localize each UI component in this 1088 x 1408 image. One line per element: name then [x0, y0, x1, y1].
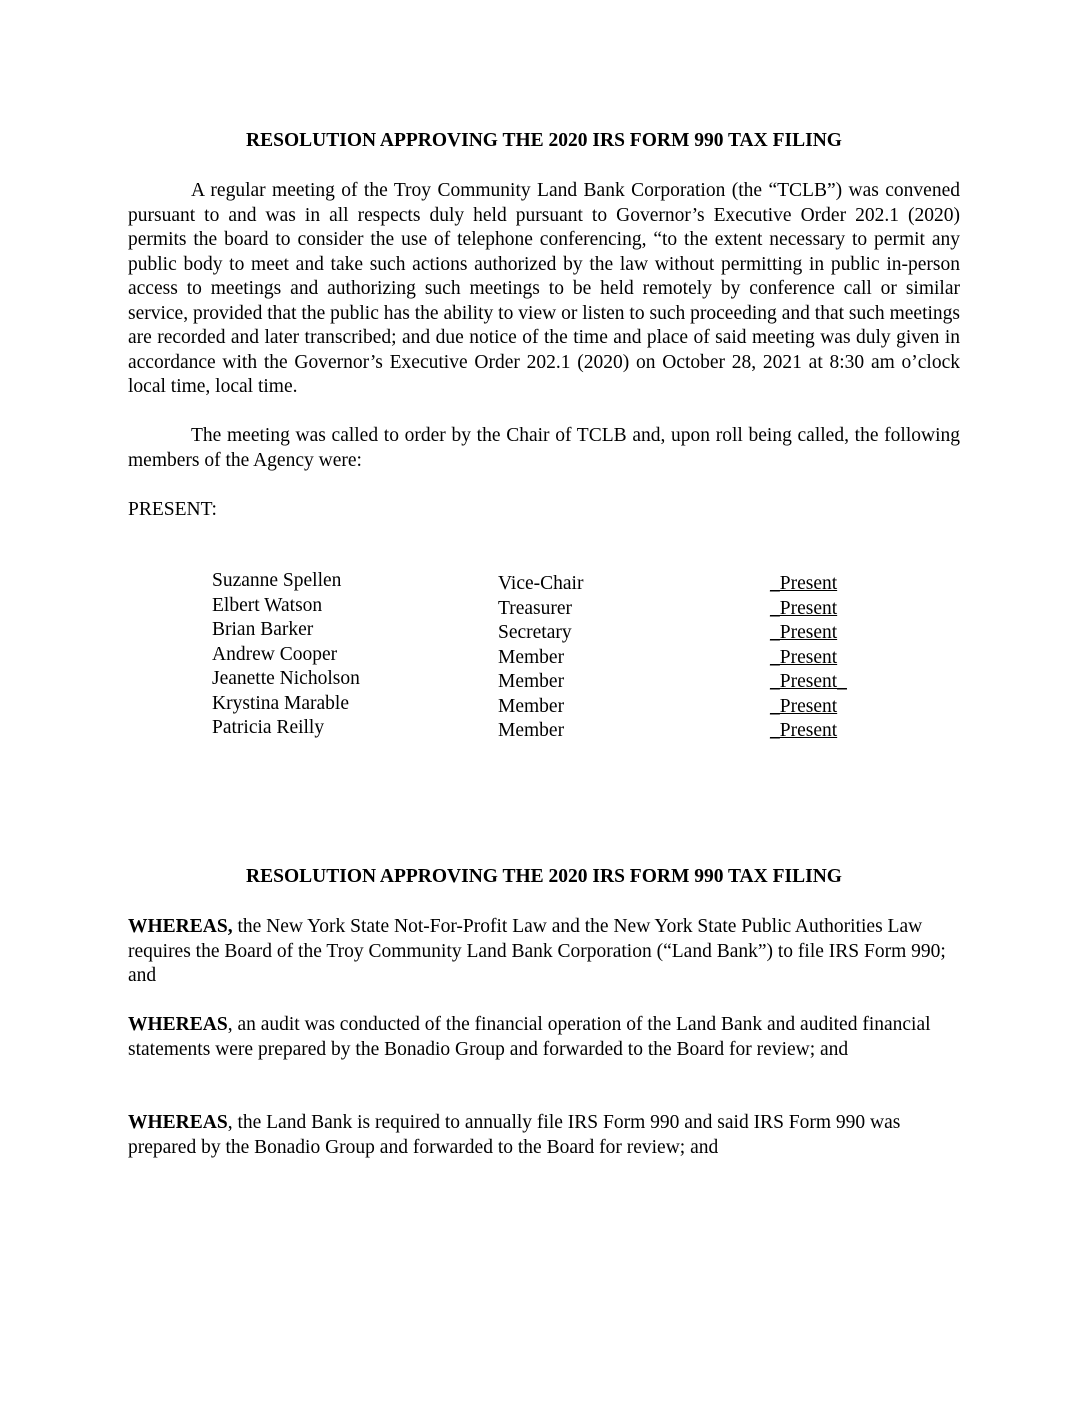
whereas-lead: WHEREAS: [128, 1014, 228, 1035]
present-label: PRESENT:: [128, 499, 217, 520]
whereas-text: the New York State Not-For-Profit Law and the New York State Public Authorities Law requires the Board of the Troy Community Land Bank Corporation (“Land Bank”) to file IRS Form 990; and: [128, 916, 946, 986]
whereas-text: , an audit was conducted of the financial operation of the Land Bank and audited financial statements were prepared by the Bonadio Group and forwarded to the Board for review; and: [128, 1014, 931, 1060]
member-name: Jeanette Nicholson: [212, 668, 360, 689]
attendance-roster: [212, 571, 912, 743]
member-title: Vice-Chair: [498, 573, 584, 594]
whereas-text: , the Land Bank is required to annually file IRS Form 990 and said IRS Form 990 was prepared by the Bonadio Group and forwarded to the Board for review; and: [128, 1112, 901, 1158]
member-title: Secretary: [498, 622, 572, 643]
member-name: Suzanne Spellen: [212, 570, 342, 591]
meeting-intro-paragraph: A regular meeting of the Troy Community Land Bank Corporation (the “TCLB”) was convened pursuant to and was in all respects duly held pursuant to Governor’s Executive Order 202.1 (2020) permits the board to consider the use of telephone conferencing, “to the extent necessary to permit any public body to meet and take such actions authorized by the law without permitting in public in-person access to meetings and authorizing such meetings to be held remotely by conference call or similar service, provided that the public has the ability to view or listen to such proceeding and that such meetings are recorded and later transcribed; and due notice of the time and place of said meeting was duly given in accordance with the Governor’s Executive Order 202.1 (2020) on October 28, 2021 at 8:30 am o’clock local time, local time.: [128, 180, 960, 397]
whereas-clause: [128, 915, 960, 989]
member-status: _Present: [770, 695, 838, 717]
member-status: _Present: [770, 573, 838, 594]
resolution-heading-second: RESOLUTION APPROVING THE 2020 IRS FORM 990 TAX FILING: [246, 866, 842, 887]
member-name: Krystina Marable: [212, 692, 349, 714]
member-title: Member: [498, 646, 565, 668]
member-name: Andrew Cooper: [212, 643, 338, 665]
roster-row: [212, 669, 912, 694]
member-title: Member: [498, 695, 565, 717]
resolution-heading-top: RESOLUTION APPROVING THE 2020 IRS FORM 990 TAX FILING: [246, 130, 842, 151]
whereas-clause: [128, 1013, 960, 1062]
member-status: _Present: [770, 646, 838, 668]
roll-call-paragraph: The meeting was called to order by the Chair of TCLB and, upon roll being called, the following members of the Agency were:: [128, 425, 960, 471]
member-name: Elbert Watson: [212, 594, 323, 616]
roster-row: [212, 694, 912, 719]
roster-row: [212, 596, 912, 621]
member-name: Patricia Reilly: [212, 717, 325, 738]
member-title: Treasurer: [498, 597, 573, 619]
member-status: _Present_: [770, 671, 847, 692]
roster-row: [212, 718, 912, 743]
whereas-lead: WHEREAS,: [128, 916, 233, 937]
member-status: _Present: [770, 720, 838, 741]
member-status: _Present: [770, 622, 838, 643]
roster-row: [212, 645, 912, 670]
whereas-clause: [128, 1111, 960, 1160]
member-status: _Present: [770, 597, 838, 619]
whereas-lead: WHEREAS: [128, 1112, 228, 1133]
member-title: Member: [498, 671, 565, 692]
member-title: Member: [498, 720, 565, 741]
roster-row: [212, 571, 912, 596]
member-name: Brian Barker: [212, 619, 314, 640]
roster-row: [212, 620, 912, 645]
